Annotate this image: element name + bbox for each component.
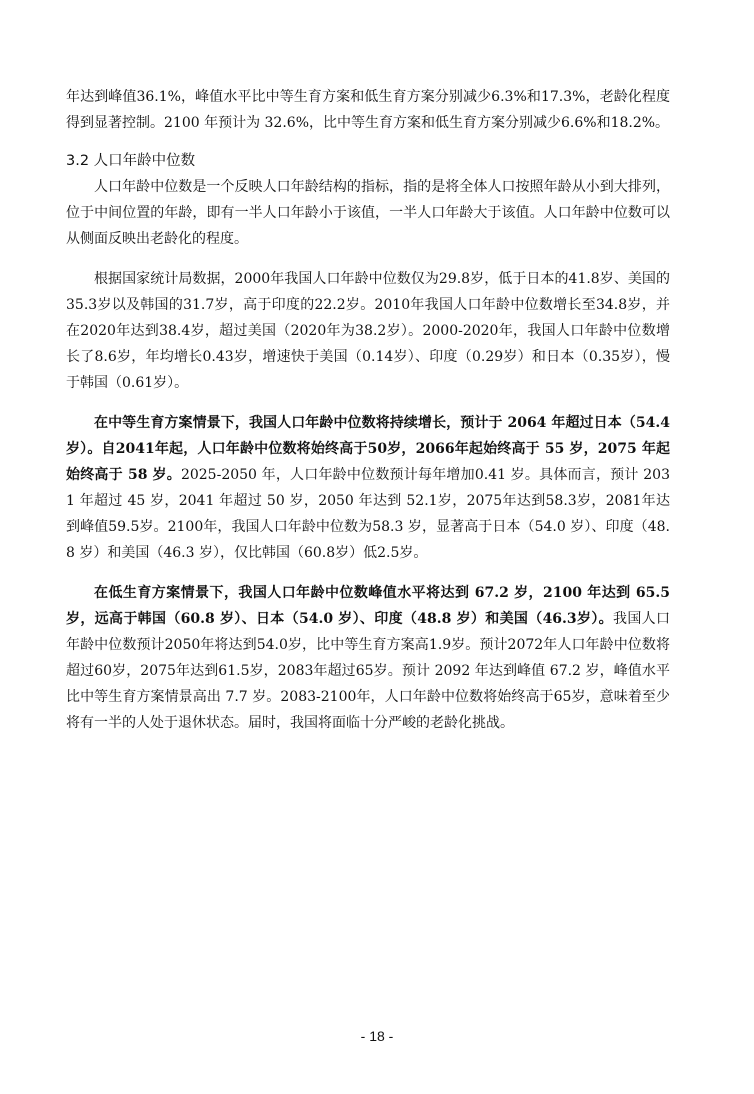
low-scenario-details: 我国人口年龄中位数预计2050年将达到54.0岁，比中等生育方案高1.9岁。预计2072年人口年龄中位数将超过60岁，2075年达到61.5岁，2083年超过65岁。预计 2092 年达到峰值 67.2 岁，峰值水平比中等生育方案情景高出 7.7 岁。2083-2100年，人口年龄中位数将始终高于65岁，意味着至少将有一半的人处于退休状态。届时，我国将面临十分严峻的老龄化挑战。 [66,611,670,731]
section-heading-median-age: 3.2 人口年龄中位数 [66,153,196,169]
medium-scenario-details: 2025-2050 年，人口年龄中位数预计每年增加0.41 岁。具体而言，预计 2031 年超过 45 岁，2041 年超过 50 岁，2050 年达到 52.1岁，2075年达到58.3岁，2081年达到峰值59.5岁。2100年，我国人口年龄中位数为58.3 岁，显著高于日本（54.0 岁）、印度（48.8 岁）和美国（46.3 岁），仅比韩国（60.8岁）低2.5岁。 [66,467,670,561]
paragraph-median-age-definition: 人口年龄中位数是一个反映人口年龄结构的指标，指的是将全体人口按照年龄从小到大排列，位于中间位置的年龄，即有一半人口年龄小于该值，一半人口年龄大于该值。人口年龄中位数可以从侧面反映出老龄化的程度。 [66,179,670,247]
paragraph-low-fertility-scenario [66,580,670,736]
paragraph-historical-median-age: 根据国家统计局数据，2000年我国人口年龄中位数仅为29.8岁，低于日本的41.8岁、美国的35.3岁以及韩国的31.7岁，高于印度的22.2岁。2010年我国人口年龄中位数增长至34.8岁，并在2020年达到38.4岁，超过美国（2020年为38.2岁）。2000-2020年，我国人口年龄中位数增长了8.6岁，年均增长0.43岁，增速快于美国（0.14岁）、印度（0.29岁）和日本（0.35岁），慢于韩国（0.61岁）。 [66,271,670,391]
medium-scenario-key-finding: 在中等生育方案情景下，我国人口年龄中位数将持续增长，预计于 2064 年超过日本（54.4岁）。自2041年起，人口年龄中位数将始终高于50岁，2066年起始终高于 55 岁，2075 年起始终高于 58 岁。 [66,415,670,483]
document-page [66,84,670,736]
page-number: - 18 - [360,1028,394,1044]
low-scenario-key-finding: 在低生育方案情景下，我国人口年龄中位数峰值水平将达到 67.2 岁，2100 年达到 65.5 岁，远高于韩国（60.8 岁）、日本（54.0 岁）、印度（48.8 岁）和美国（46.3岁）。 [66,585,670,627]
paragraph-medium-fertility-scenario [66,410,670,566]
paragraph-aging-peak-continued: 年达到峰值36.1%，峰值水平比中等生育方案和低生育方案分别减少6.3%和17.3%，老龄化程度得到显著控制。2100 年预计为 32.6%，比中等生育方案和低生育方案分别减少6.6%和18.2%。 [66,89,670,131]
